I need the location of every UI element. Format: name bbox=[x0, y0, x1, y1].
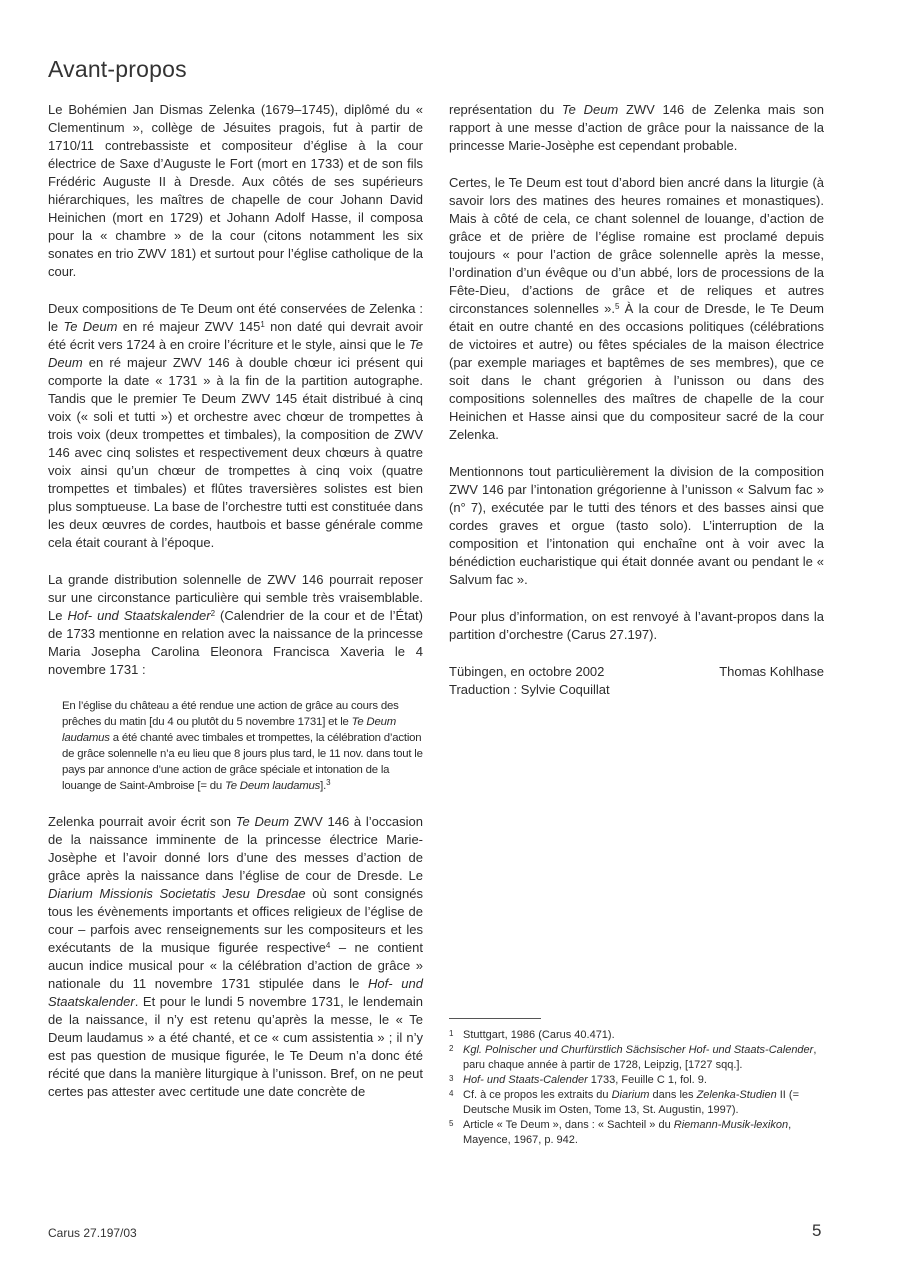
footnote-item: 5 Article « Te Deum », dans : « Sachteil » du Riemann-Musik-lexikon, Mayence, 1967, p. 942. bbox=[449, 1119, 792, 1146]
page-number: 5 bbox=[812, 1221, 822, 1240]
footnote-ref: 4 bbox=[325, 941, 331, 950]
block-quote: En l’église du château a été rendue une action de grâce au cours des prêches du matin [du 4 ou plutôt du 5 novembre 1731] et le Te Deum laudamus a été chanté avec timbales et trompettes, la célébration d’action de grâce solennelle n’a eu lieu que 8 jours plus tard, le 11 nov. dans tout le pays par annonce d’une action de grâce spéciale et intonation de la louange de Saint-Ambroise [= du Te Deum laudamus].$^3$ bbox=[62, 700, 423, 792]
catalog-number: Carus 27.197/03 bbox=[48, 1226, 137, 1240]
paragraph-occasion: Zelenka pourrait avoir écrit son Te Deum ZWV 146 à l’occasion de la naissance imminente de la princesse électrice Marie-Josèphe et l’avoir donné lors d’une des messes d’action de grâce après la naissance dans l’église de cour de Dresde. Le Diarium Missionis Societatis Jesu Dresdae où sont consignés tous les évènements importants et offices religieux de l’église de cour – parfois avec renseignements sur les compositeurs et les exécutants de la musique figurée respective$^4$ – ne contient aucun indice musical pour « la célébration d’action de grâce » nationale du 11 novembre 1731 stipulée dans le Hof- und Staatskalender. Et pour le lundi 5 novembre 1731, le lendemain de la naissance, il n’y est retenu qu’après la messe, le « Te Deum laudamus » a été chanté, et ce « cum assistentia » ; il n’y est pas question de musique figurée, le Te Deum n’a donc été récité que dans la manière liturgique à l’unisson. Bref, on ne peut certes pas attester avec certitude une date concrète de bbox=[48, 814, 423, 1099]
footnote-item: 1 Stuttgart, 1986 (Carus 40.471). bbox=[449, 1029, 615, 1041]
footnote-ref: 2 bbox=[210, 609, 216, 618]
footnote-ref: 3 bbox=[326, 778, 331, 787]
signature-block bbox=[449, 663, 824, 699]
paragraph-salvum-fac: Mentionnons tout particulièrement la division de la composition ZWV 146 par l’intonation grégorienne à l’unisson « Salvum fac » (n° 7), exécutée par le tutti des ténors et des basses ainsi que cordes graves et orgue (tasto solo). L’interruption de la composition et l’intonation qui enchaîne ont à voir avec la bénédiction eucharistique qui était donnée avant ou pendant le « Salvum fac ». bbox=[449, 464, 824, 587]
paragraph-liturgy: Certes, le Te Deum est tout d’abord bien ancré dans la liturgie (à savoir lors des matines des heures romaines et monastiques). Mais à côté de cela, ce chant solennel de louange, d’action de grâce et de prière de l’église romaine est proclamé depuis toujours « pour l’action de grâce solennelle après la messe, l’ordination d’un évêque ou d’un abbé, lors de processions de la Fête-Dieu, d’actions de grâce et de reliques et autres circonstances solennelles ».$^5$ À la cour de Dresde, le Te Deum était en outre chanté en des occasions politiques (célébrations de victoires et autre) ou fêtes spéciales de la maison électrice (par exemple mariages et baptêmes de ses membres), que ce soit dans le chant grégorien à l’unisson ou dans des compositions solennelles des maîtres de chapelle de la cour Heinichen et Hasse ainsi que du compositeur sacré de la cour Zelenka. bbox=[449, 175, 824, 442]
footnote-divider bbox=[449, 1018, 541, 1019]
footnote-item: 4 Cf. à ce propos les extraits du Diarium dans les Zelenka-Studien II (= Deutsche Musik im Osten, Tome 13, St. Augustin, 1997). bbox=[449, 1089, 799, 1116]
paragraph-intro: Le Bohémien Jan Dismas Zelenka (1679–1745), diplômé du « Clementinum », collège de Jésuites pragois, fut à partir de 1710/11 contrebassiste et compositeur d’église à la cour électrice de Saxe d’Auguste le Fort (mort en 1733) et de son fils Frédéric Auguste II à Dresde. Aux côtés de ses supérieurs hiérarchiques, les maîtres de chapelle de cour Johann David Heinichen (mort en 1729) et Johann Adolf Hasse, il composa pour la « chambre » de la cour (citons notamment les six sonates en trio ZWV 181) et surtout pour l’église catholique de la cour. bbox=[48, 102, 423, 279]
footnote-item: 2 Kgl. Polnischer und Churfürstlich Sächsischer Hof- und Staats-Calender, paru chaque année à partir de 1728, Leipzig, [1727 sqq.]. bbox=[449, 1044, 817, 1071]
page-title: Avant-propos bbox=[48, 56, 187, 82]
paragraph-representation: représentation du Te Deum ZWV 146 de Zelenka mais son rapport à une messe d’action de grâce pour la naissance de la princesse Marie-Josèphe est cependant probable. bbox=[449, 102, 824, 153]
place-date: Tübingen, en octobre 2002 bbox=[449, 664, 605, 679]
right-column bbox=[449, 101, 824, 699]
paragraph-more-info: Pour plus d’information, on est renvoyé à l’avant-propos dans la partition d’orchestre (Carus 27.197). bbox=[449, 609, 824, 642]
author-name: Thomas Kohlhase bbox=[719, 664, 824, 679]
footnote-ref: 1 bbox=[260, 320, 265, 329]
footnotes-list bbox=[449, 1028, 824, 1148]
footnote-item: 3 Hof- und Staats-Calender 1733, Feuille C 1, fol. 9. bbox=[449, 1074, 707, 1086]
translator: Traduction : Sylvie Coquillat bbox=[449, 682, 610, 697]
footnote-ref: 5 bbox=[614, 302, 620, 311]
left-column bbox=[48, 101, 423, 1120]
paragraph-distribution: La grande distribution solennelle de ZWV 146 pourrait reposer sur une circonstance particulière qui semble très vraisemblable. Le Hof- und Staatskalender$^2$ (Calendrier de la cour et de l’État) de 1733 mentionne en relation avec la naissance de la princesse Maria Josepha Carolina Eleonora Francisca Xaveria le 4 novembre 1731 : bbox=[48, 572, 423, 677]
paragraph-compositions: Deux compositions de Te Deum ont été conservées de Zelenka : le Te Deum en ré majeur ZWV $145^1$ non daté qui devrait avoir été écrit vers 1724 à en croire l’écriture et le style, ainsi que le Te Deum en ré majeur ZWV 146 à double chœur ici présent qui comporte la date « 1731 » à la fin de la partition autographe. Tandis que le premier Te Deum ZWV 145 était distribué à cinq voix (« soli et tutti ») et orchestre avec chœur de trompettes à trois voix (deux trompettes et timbales), la composition de ZWV 146 avec cinq solistes et respectivement deux chœurs à quatre voix ainsi qu’un chœur de trompettes à cinq voix (quatre trompettes et timbales) et flûtes traversières solistes est bien plus somptueuse. La base de l’orchestre tutti est constituée dans les deux œuvres de cordes, hautbois et basse générale comme cela était courant à l’époque. bbox=[48, 301, 423, 550]
